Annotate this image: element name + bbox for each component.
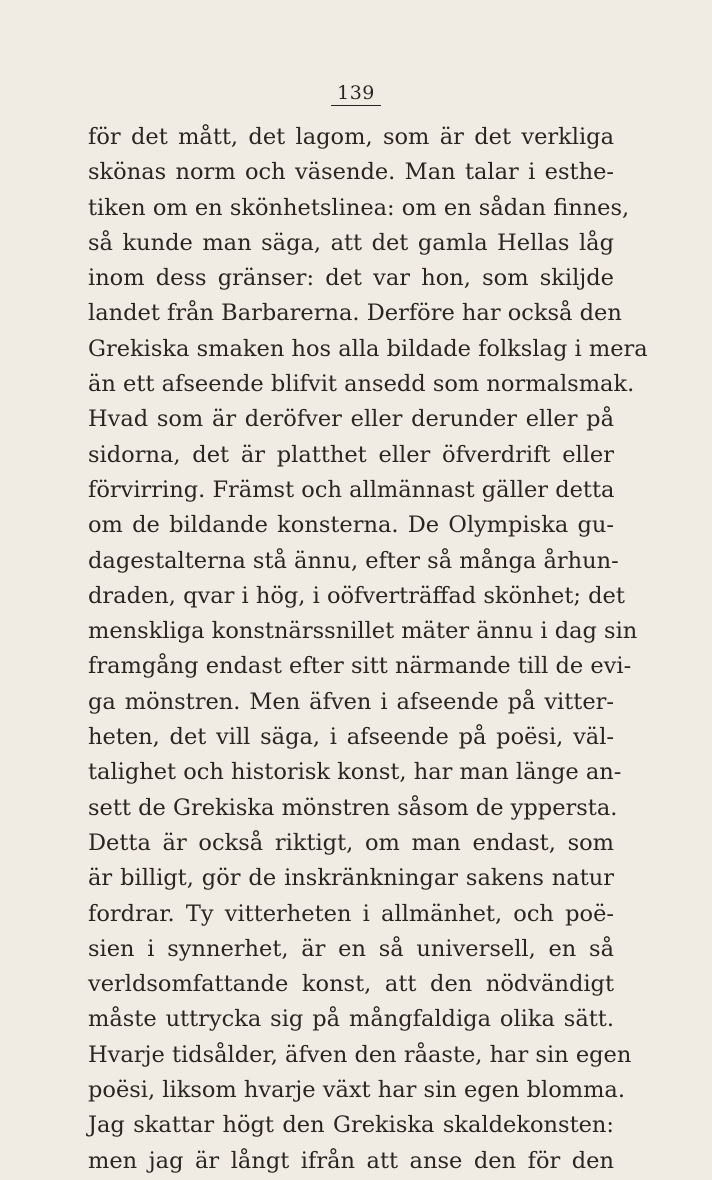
text-line: så kunde man säga, att det gamla Hellas låg bbox=[88, 229, 614, 256]
text-line: Hvarje tidsålder, äfven den råaste, har sin egen bbox=[88, 1041, 632, 1068]
text-line: draden, qvar i hög, i oöfverträffad skönhet; det bbox=[88, 582, 625, 609]
text-line: fordrar. Ty vitterheten i allmänhet, och poë- bbox=[88, 900, 614, 927]
text-line: talighet och historisk konst, har man länge an- bbox=[88, 759, 622, 786]
body-text bbox=[88, 120, 648, 1179]
text-line: är billigt, gör de inskränkningar sakens natur bbox=[88, 865, 614, 892]
text-line: om de bildande konsterna. De Olympiska gu- bbox=[88, 512, 614, 539]
text-line: landet från Barbarerna. Derföre har också den bbox=[88, 300, 622, 327]
text-line: skönas norm och väsende. Man talar i esthe- bbox=[88, 159, 614, 186]
text-line: Hvad som är deröfver eller derunder eller på bbox=[88, 406, 614, 433]
text-line: måste uttrycka sig på mångfaldiga olika sätt. bbox=[88, 1006, 614, 1033]
text-line: ga mönstren. Men äfven i afseende på vitter- bbox=[88, 688, 614, 715]
page-number bbox=[0, 82, 712, 106]
text-line: förvirring. Främst och allmännast gäller detta bbox=[88, 476, 615, 503]
text-line: Grekiska smaken hos alla bildade folkslag i mera bbox=[88, 335, 648, 362]
text-line: men jag är långt ifrån att anse den för den bbox=[88, 1147, 614, 1174]
text-line: tiken om en skönhetslinea: om en sådan finnes, bbox=[88, 194, 630, 221]
text-line: sidorna, det är platthet eller öfverdrift eller bbox=[88, 441, 614, 468]
text-line: sett de Grekiska mönstren såsom de yppersta. bbox=[88, 794, 618, 821]
text-line: dagestalterna stå ännu, efter så många århun- bbox=[88, 547, 619, 574]
text-line: verldsomfattande konst, att den nödvändigt bbox=[88, 971, 614, 998]
text-line: än ett afseende blifvit ansedd som normalsmak. bbox=[88, 371, 635, 398]
page-number-text: 139 bbox=[331, 82, 381, 106]
text-line: Detta är också riktigt, om man endast, som bbox=[88, 829, 614, 856]
text-line: inom dess gränser: det var hon, som skiljde bbox=[88, 265, 614, 292]
text-line: menskliga konstnärssnillet mäter ännu i dag sin bbox=[88, 618, 638, 645]
text-line: poësi, liksom hvarje växt har sin egen blomma. bbox=[88, 1077, 626, 1104]
text-line: Jag skattar högt den Grekiska skaldekonsten: bbox=[88, 1112, 614, 1139]
text-line: för det mått, det lagom, som är det verkliga bbox=[88, 124, 614, 150]
text-line: framgång endast efter sitt närmande till de evi- bbox=[88, 653, 632, 680]
text-line: sien i synnerhet, är en så universell, en så bbox=[88, 935, 614, 962]
text-line: heten, det vill säga, i afseende på poësi, väl- bbox=[88, 724, 614, 751]
